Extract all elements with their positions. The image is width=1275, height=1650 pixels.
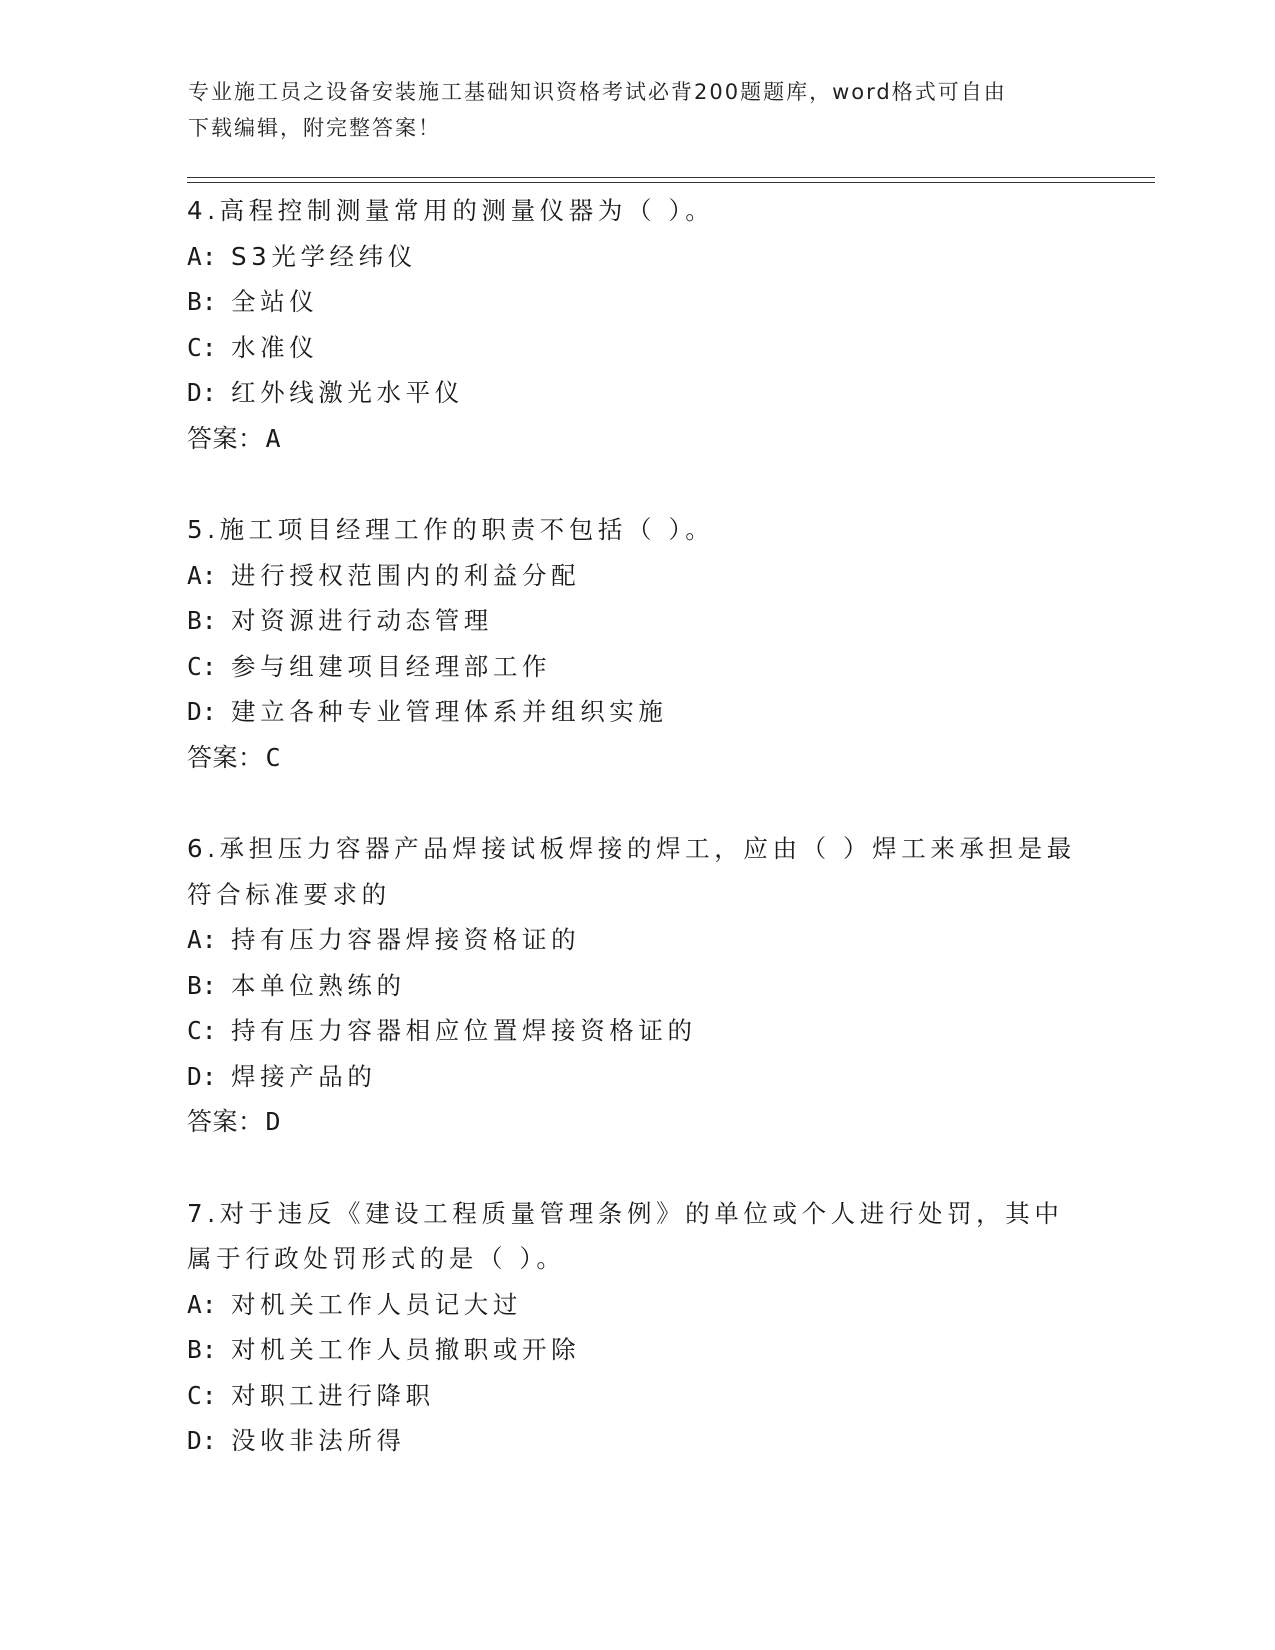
option-a: [187, 1282, 1087, 1328]
option-text: 焊接产品的: [231, 1061, 377, 1091]
option-text: 对机关工作人员撤职或开除: [231, 1335, 581, 1364]
header-line-2: 下载编辑，附完整答案！: [188, 116, 441, 140]
option-text: 持有压力容器焊接资格证的: [231, 925, 581, 954]
option-label: D:: [187, 697, 217, 726]
option-b: [187, 1327, 1087, 1373]
question-stem: 7.对于违反《建设工程质量管理条例》的单位或个人进行处罚，其中: [187, 1198, 1064, 1228]
option-label: C:: [187, 651, 217, 681]
option-label: C:: [187, 332, 217, 362]
option-label: B:: [187, 606, 217, 635]
option-label: D:: [187, 1061, 217, 1091]
question-stem: 6.承担压力容器产品焊接试板焊接的焊工，应由（ ）焊工来承担是最: [187, 834, 1076, 863]
option-c: [187, 1373, 1087, 1419]
option-b: [187, 279, 1087, 325]
option-text: 全站仪: [231, 287, 319, 316]
option-label: C:: [187, 1016, 217, 1045]
answer-line: [187, 735, 1087, 781]
option-text: 进行授权范围内的利益分配: [231, 560, 581, 590]
option-label: B:: [187, 287, 217, 316]
header-divider-top: [187, 177, 1155, 178]
question-block: [187, 507, 1087, 780]
option-c: [187, 1008, 1087, 1054]
option-d: [187, 370, 1087, 416]
header-line-1: 专业施工员之设备安装施工基础知识资格考试必背200题题库，word格式可自由: [188, 80, 1007, 104]
answer-value: A: [265, 423, 282, 453]
option-a: [187, 234, 1087, 280]
answer-label: 答案：: [187, 423, 264, 453]
answer-label: 答案：: [187, 742, 264, 772]
option-d: [187, 689, 1087, 735]
option-text: 没收非法所得: [231, 1426, 406, 1455]
question-stem: 4.高程控制测量常用的测量仪器为（ ）。: [187, 196, 715, 225]
option-text: 建立各种专业管理体系并组织实施: [231, 697, 668, 726]
option-c: [187, 325, 1087, 371]
option-b: [187, 598, 1087, 644]
answer-value: C: [265, 742, 282, 772]
option-label: B:: [187, 970, 217, 1000]
option-a: [187, 917, 1087, 963]
question-stem-continued: 符合标准要求的: [187, 879, 391, 909]
option-d: [187, 1054, 1087, 1100]
option-text: S3光学经纬仪: [231, 241, 417, 271]
question-list: [187, 188, 1087, 1510]
option-label: C:: [187, 1380, 217, 1410]
option-label: A:: [187, 1289, 217, 1319]
question-stem-continued: 属于行政处罚形式的是（ ）。: [187, 1244, 566, 1273]
option-text: 水准仪: [231, 332, 319, 362]
question-block: [187, 1191, 1087, 1464]
option-text: 对职工进行降职: [231, 1380, 435, 1410]
option-c: [187, 644, 1087, 690]
question-block: [187, 826, 1087, 1145]
header-divider-bottom: [187, 182, 1155, 183]
option-text: 对资源进行动态管理: [231, 606, 493, 635]
document-header: [188, 74, 1088, 146]
option-text: 红外线激光水平仪: [231, 378, 464, 407]
option-label: D:: [187, 378, 217, 407]
option-label: A:: [187, 925, 217, 954]
answer-value: D: [265, 1107, 282, 1136]
option-text: 本单位熟练的: [231, 970, 406, 1000]
option-text: 对机关工作人员记大过: [231, 1289, 522, 1319]
answer-line: [187, 416, 1087, 462]
answer-line: [187, 1099, 1087, 1145]
answer-label: 答案：: [187, 1107, 264, 1136]
option-label: D:: [187, 1426, 217, 1455]
question-stem: 5.施工项目经理工作的职责不包括（ ）。: [187, 515, 715, 544]
option-b: [187, 963, 1087, 1009]
question-block: [187, 188, 1087, 461]
option-text: 参与组建项目经理部工作: [231, 651, 552, 681]
option-label: B:: [187, 1335, 217, 1364]
option-a: [187, 553, 1087, 599]
option-d: [187, 1418, 1087, 1464]
option-label: A:: [187, 241, 217, 271]
option-label: A:: [187, 560, 217, 590]
option-text: 持有压力容器相应位置焊接资格证的: [231, 1016, 697, 1045]
